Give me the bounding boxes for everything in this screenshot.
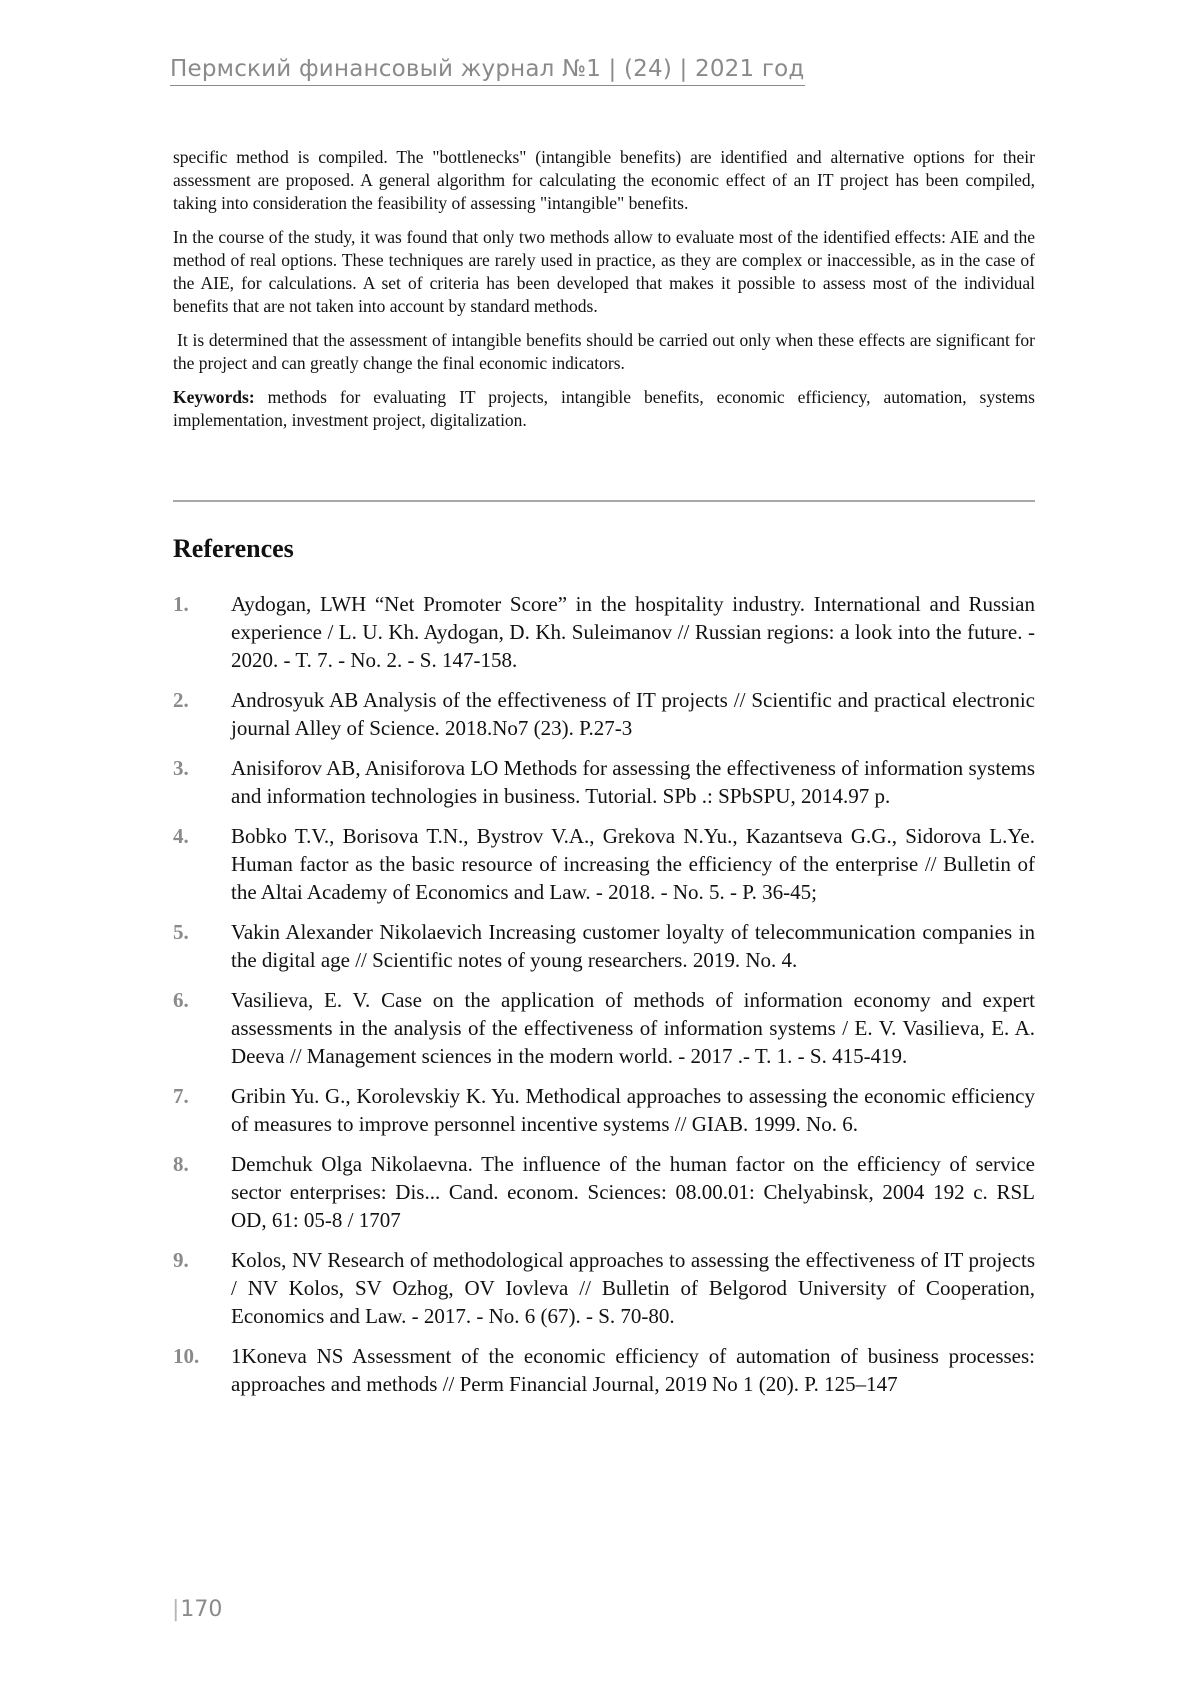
journal-header: Пермский финансовый журнал №1 | (24) | 2021 год bbox=[170, 56, 805, 86]
references-list bbox=[173, 590, 1035, 1410]
reference-text: Vasilieva, E. V. Case on the application of methods of information economy and expert assessments in the analysis of the effectiveness of information systems / E. V. Vasilieva, E. A. Deeva // Management sciences in the modern world. - 2017 .- T. 1. - S. 415-419. bbox=[231, 988, 1035, 1068]
reference-item bbox=[173, 754, 1035, 810]
section-divider bbox=[173, 500, 1035, 502]
reference-item bbox=[173, 1082, 1035, 1138]
references-heading: References bbox=[173, 534, 294, 563]
keywords-text: methods for evaluating IT projects, intangible benefits, economic efficiency, automation, systems implementation, investment project, digitalization. bbox=[173, 387, 1035, 430]
reference-number: 6. bbox=[173, 988, 189, 1012]
reference-item bbox=[173, 1342, 1035, 1398]
reference-number: 5. bbox=[173, 920, 189, 944]
reference-item bbox=[173, 1246, 1035, 1330]
keywords-label: Keywords: bbox=[173, 387, 255, 407]
reference-item bbox=[173, 986, 1035, 1070]
abstract-paragraph: It is determined that the assessment of intangible benefits should be carried out only when these effects are significant for the project and can greatly change the final economic indicators. bbox=[173, 330, 1035, 373]
reference-text: Aydogan, LWH “Net Promoter Score” in the hospitality industry. International and Russian experience / L. U. Kh. Aydogan, D. Kh. Suleimanov // Russian regions: a look into the future. - 2020. - T. 7. - No. 2. - S. 147-158. bbox=[231, 592, 1035, 672]
abstract-paragraph: specific method is compiled. The "bottlenecks" (intangible benefits) are identified and alternative options for their assessment are proposed. A general algorithm for calculating the economic effect of an IT project has been compiled, taking into consideration the feasibility of assessing "intangible" benefits. bbox=[173, 147, 1035, 213]
reference-item bbox=[173, 686, 1035, 742]
abstract-paragraph: In the course of the study, it was found that only two methods allow to evaluate most of the identified effects: AIE and the method of real options. These techniques are rarely used in practice, as they are complex or inaccessible, as in the case of the AIE, for calculations. A set of criteria has been developed that makes it possible to assess most of the individual benefits that are not taken into account by standard methods. bbox=[173, 227, 1035, 316]
reference-number: 10. bbox=[173, 1344, 200, 1368]
reference-number: 7. bbox=[173, 1084, 189, 1108]
reference-text: Kolos, NV Research of methodological approaches to assessing the effectiveness of IT projects / NV Kolos, SV Ozhog, OV Iovleva // Bulletin of Belgorod University of Cooperation, Economics and Law. - 2017. - No. 6 (67). - S. 70-80. bbox=[231, 1248, 1035, 1328]
reference-number: 4. bbox=[173, 824, 189, 848]
reference-item bbox=[173, 590, 1035, 674]
reference-number: 9. bbox=[173, 1248, 189, 1272]
reference-item bbox=[173, 1150, 1035, 1234]
keywords-paragraph bbox=[173, 386, 1035, 432]
reference-item bbox=[173, 822, 1035, 906]
abstract-section bbox=[173, 146, 1035, 443]
reference-text: 1Koneva NS Assessment of the economic efficiency of automation of business processes: approaches and methods // Perm Financial Journal, 2019 No 1 (20). P. 125–147 bbox=[231, 1344, 1035, 1396]
reference-text: Androsyuk AB Analysis of the effectiveness of IT projects // Scientific and practical electronic journal Alley of Science. 2018.No7 (23). P.27-3 bbox=[231, 688, 1035, 740]
reference-number: 1. bbox=[173, 592, 189, 616]
page-number-bar: | bbox=[172, 1597, 180, 1622]
page-number-value: 170 bbox=[180, 1597, 223, 1622]
reference-item bbox=[173, 918, 1035, 974]
reference-number: 2. bbox=[173, 688, 189, 712]
reference-number: 3. bbox=[173, 756, 189, 780]
reference-text: Bobko T.V., Borisova T.N., Bystrov V.A., Grekova N.Yu., Kazantseva G.G., Sidorova L.Ye. Human factor as the basic resource of increasing the efficiency of the enterprise // Bulletin of the Altai Academy of Economics and Law. - 2018. - No. 5. - P. 36-45; bbox=[231, 824, 1035, 904]
reference-text: Gribin Yu. G., Korolevskiy K. Yu. Methodical approaches to assessing the economic efficiency of measures to improve personnel incentive systems // GIAB. 1999. No. 6. bbox=[231, 1084, 1035, 1136]
reference-text: Anisiforov AB, Anisiforova LO Methods for assessing the effectiveness of information systems and information technologies in business. Tutorial. SPb .: SPbSPU, 2014.97 p. bbox=[231, 756, 1035, 808]
reference-text: Vakin Alexander Nikolaevich Increasing customer loyalty of telecommunication companies in the digital age // Scientific notes of young researchers. 2019. No. 4. bbox=[231, 920, 1035, 972]
reference-text: Demchuk Olga Nikolaevna. The influence of the human factor on the efficiency of service sector enterprises: Dis... Cand. econom. Sciences: 08.00.01: Chelyabinsk, 2004 192 c. RSL OD, 61: 05-8 / 1707 bbox=[231, 1152, 1035, 1232]
page-number bbox=[172, 1597, 222, 1622]
reference-number: 8. bbox=[173, 1152, 189, 1176]
